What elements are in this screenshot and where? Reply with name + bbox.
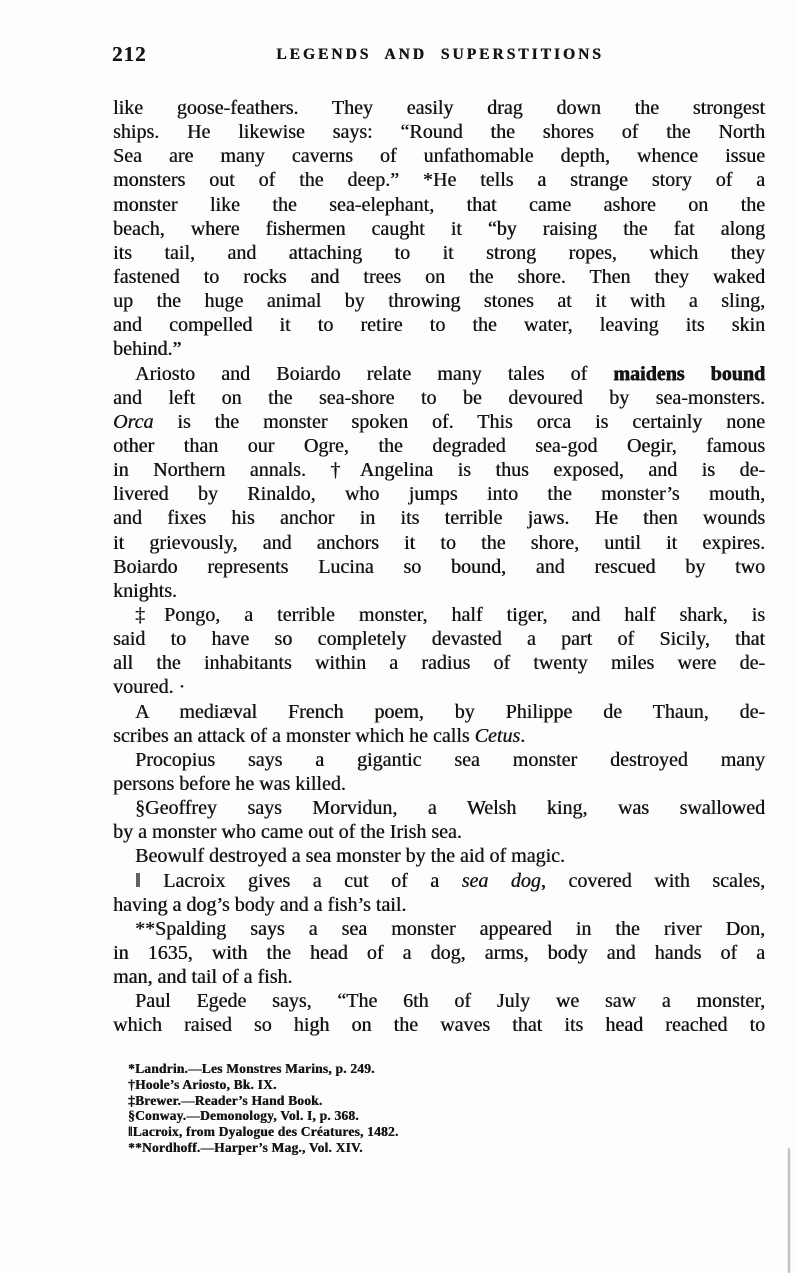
body-line (113, 193, 765, 217)
text-run: monsters out of the deep.” *He tells a strange story of a (113, 169, 765, 192)
footnote-line: **Nordhoff.—Harper’s Mag., Vol. XIV. (128, 1139, 363, 1155)
paragraph (113, 869, 765, 917)
body-line (113, 313, 765, 337)
text-run: ships. He likewise says: “Round the shores of the North (113, 121, 765, 144)
text-run: ‡Pongo, a terrible monster, half tiger, and half shark, is (135, 603, 765, 626)
body-line (113, 820, 765, 844)
body-line (113, 289, 765, 313)
paragraph (113, 362, 765, 603)
paragraph (113, 603, 765, 700)
body-line (113, 748, 765, 772)
text-run: behind.” (113, 338, 182, 361)
text-run: scribes an attack of a monster which he calls (113, 724, 475, 747)
body-line (113, 651, 765, 675)
scan-edge-artifact (788, 1148, 790, 1273)
text-run: livered by Rinaldo, who jumps into the monster’s mouth, (113, 483, 765, 506)
text-run: ‖ Lacroix gives a cut of a (135, 869, 462, 892)
footnote-line: ‖Lacroix, from Dyalogue des Créatures, 1482. (128, 1124, 399, 1140)
body-line (113, 96, 765, 120)
text-run: all the inhabitants within a radius of twenty miles were de- (113, 652, 765, 675)
body-line (113, 482, 765, 506)
body-line (113, 144, 765, 168)
body-line (113, 168, 765, 192)
text-run: Paul Egede says, “The 6th of July we saw a monster, (135, 990, 765, 1013)
text-run: A mediæval French poem, by Philippe de Thaun, de- (135, 700, 765, 723)
text-run: knights. (113, 579, 177, 602)
body-line (113, 893, 765, 917)
body-line (113, 531, 765, 555)
body-line (113, 506, 765, 530)
text-run: **Spalding says a sea monster appeared in the river Don, (135, 917, 765, 940)
text-run: said to have so completely devasted a part of Sicily, that (113, 628, 765, 651)
body-line (113, 869, 765, 893)
body-line (113, 675, 765, 699)
text-run: monster like the sea-elephant, that came ashore on the (113, 193, 765, 216)
text-run: and fixes his anchor in its terrible jaws. He then wounds (113, 507, 765, 530)
text-run: fastened to rocks and trees on the shore. Then they waked (113, 265, 765, 288)
body-line (113, 579, 765, 603)
page-number: 212 (112, 42, 147, 66)
text-run: Procopius says a gigantic sea monster destroyed many (135, 748, 765, 771)
text-run: . (520, 724, 526, 747)
text-run: §Geoffrey says Morvidun, a Welsh king, was swallowed (135, 797, 765, 820)
text-run: and compelled it to retire to the water, leaving its skin (113, 314, 765, 337)
body-line (113, 386, 765, 410)
text-run: which raised so high on the waves that its head reached to (113, 1014, 765, 1037)
footnote-line: *Landrin.—Les Monstres Marins, p. 249. (128, 1061, 375, 1076)
text-run: it grievously, and anchors it to the shore, until it expires. (113, 531, 765, 554)
text-run: in 1635, with the head of a dog, arms, body and hands of a (113, 941, 765, 964)
text-run: Ariosto and Boiardo relate many tales of (135, 362, 614, 385)
text-run: other than our Ogre, the degraded sea-god Oegir, famous (113, 434, 765, 457)
text-run: is the monster spoken of. This orca is certainly none (153, 410, 765, 433)
footnote-line: †Hoole’s Ariosto, Bk. IX. (128, 1076, 277, 1092)
body-line (113, 772, 765, 796)
text-run: its tail, and attaching to it strong ropes, which they (113, 241, 765, 264)
body-line (113, 627, 765, 651)
body-line (113, 796, 765, 820)
body-line (113, 700, 765, 724)
body-text (113, 96, 765, 1037)
text-run: Boiardo represents Lucina so bound, and rescued by two (113, 555, 765, 578)
body-line (113, 989, 765, 1013)
text-run: persons before he was killed. (113, 772, 346, 795)
paragraph (113, 917, 765, 989)
body-line (113, 724, 765, 748)
footnote-line: ‡Brewer.—Reader’s Hand Book. (128, 1092, 323, 1108)
body-line (113, 410, 765, 434)
text-run: and left on the sea-shore to be devoured by sea-monsters. (113, 386, 765, 409)
text-run: having a dog’s body and a fish’s tail. (113, 893, 407, 916)
body-line (113, 434, 765, 458)
body-line (113, 458, 765, 482)
text-run: Sea are many caverns of unfathomable depth, whence issue (113, 145, 765, 168)
running-title: LEGENDS AND SUPERSTITIONS (276, 46, 604, 63)
paragraph (113, 96, 765, 362)
text-run: like goose-feathers. They easily drag down the strongest (113, 97, 765, 119)
body-line (113, 555, 765, 579)
text-run: by a monster who came out of the Irish sea. (113, 821, 462, 844)
paragraph (113, 989, 765, 1037)
body-line (113, 844, 765, 868)
paragraph (113, 700, 765, 748)
body-line (113, 217, 765, 241)
text-run: voured. · (113, 676, 186, 699)
body-line (113, 917, 765, 941)
italic-text: sea dog (461, 869, 541, 892)
footnote-line: §Conway.—Demonology, Vol. I, p. 368. (128, 1108, 359, 1124)
italic-text: Orca (113, 410, 154, 433)
body-line (113, 337, 765, 361)
text-run: , covered with scales, (540, 869, 765, 892)
text-run: up the huge animal by throwing stones at it with a sling, (113, 290, 765, 313)
paragraph (113, 748, 765, 796)
italic-text: Cetus (474, 724, 521, 747)
smudged-text: maidens bound (613, 362, 765, 385)
text-run: beach, where fishermen caught it “by raising the fat along (113, 217, 765, 240)
body-line (113, 362, 765, 386)
footnotes (128, 1061, 688, 1156)
body-line (113, 1013, 765, 1037)
body-line (113, 965, 765, 989)
body-line (113, 941, 765, 965)
text-run: in Northern annals. †Angelina is thus exposed, and is de- (113, 459, 765, 482)
body-line (113, 265, 765, 289)
text-run: man, and tail of a fish. (113, 966, 293, 989)
body-line (113, 120, 765, 144)
body-line (113, 241, 765, 265)
paragraph (113, 796, 765, 844)
body-line (113, 603, 765, 627)
text-run: Beowulf destroyed a sea monster by the aid of magic. (135, 845, 565, 868)
paragraph (113, 844, 765, 868)
